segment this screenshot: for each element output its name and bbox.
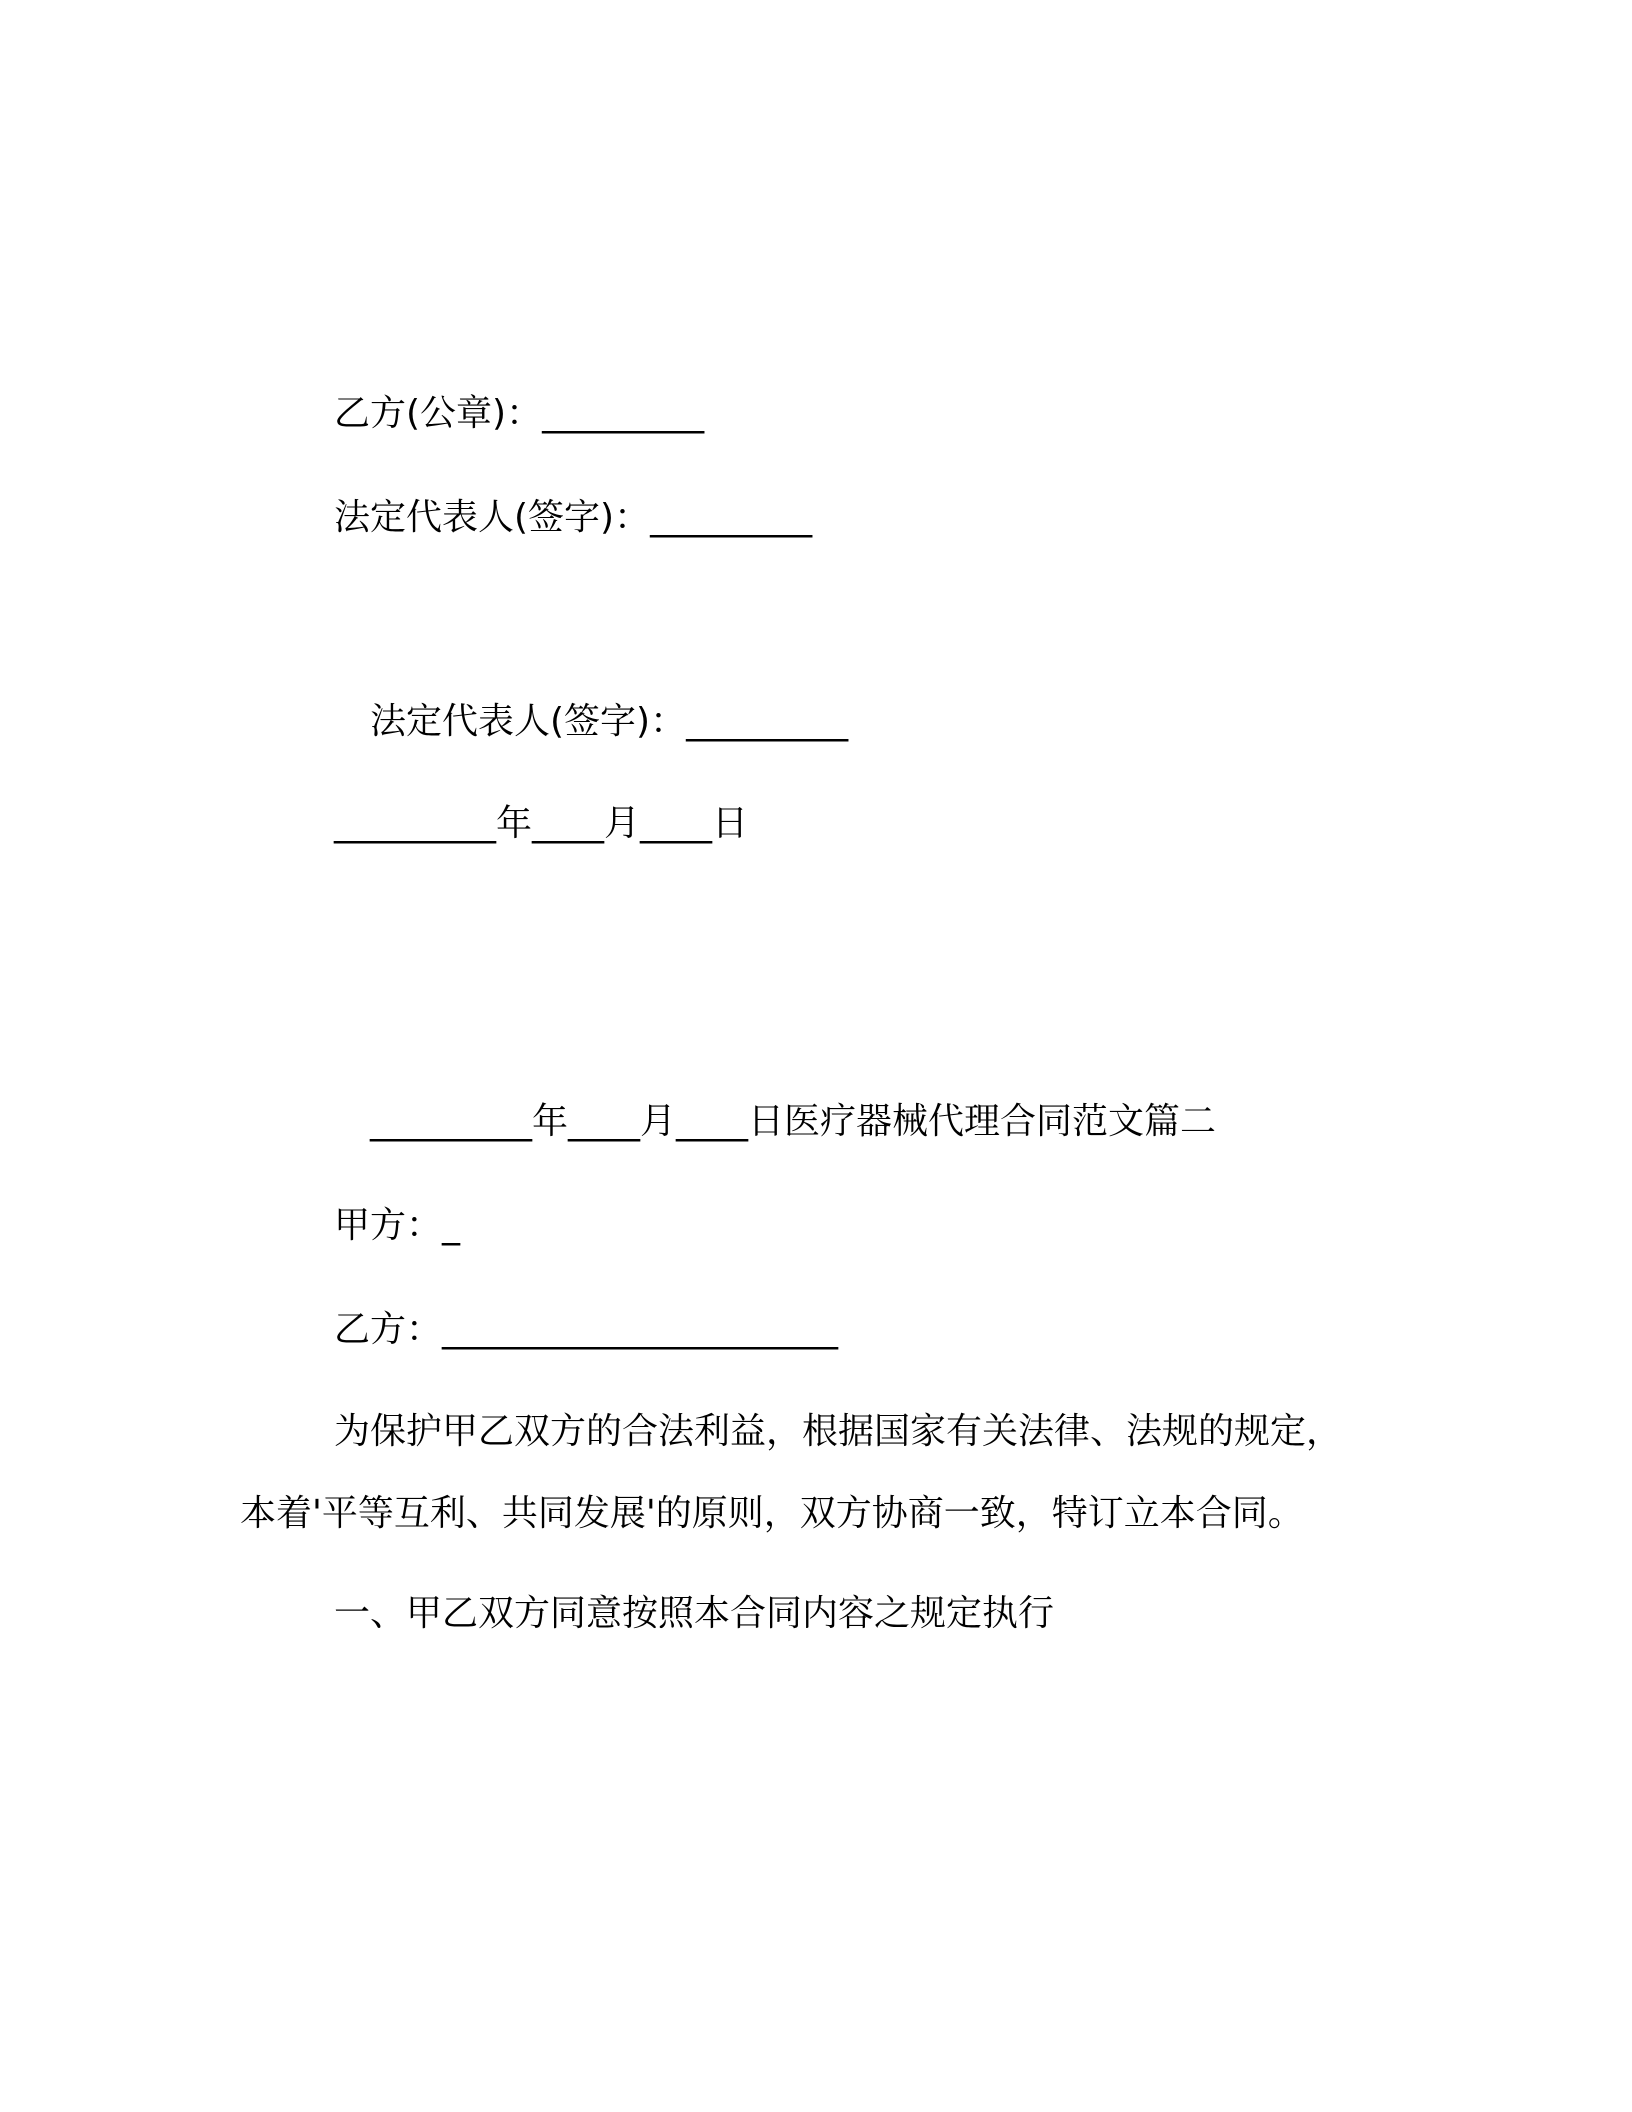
preamble-paragraph-line-1: 为保护甲乙双方的合法利益，根据国家有关法律、法规的规定， bbox=[334, 1411, 1343, 1452]
party-b-seal-line: 乙方(公章)：_________ bbox=[334, 393, 705, 434]
legal-representative-line-2: 法定代表人(签字)：_________ bbox=[370, 701, 849, 742]
party-b-line: 乙方：______________________ bbox=[334, 1309, 839, 1350]
date-line: _________年____月____日 bbox=[334, 803, 748, 844]
clause-one-heading: 一、甲乙双方同意按照本合同内容之规定执行 bbox=[334, 1593, 1055, 1634]
contract-title: _________年____月____日医疗器械代理合同范文篇二 bbox=[370, 1101, 1217, 1142]
party-a-line: 甲方：_ bbox=[334, 1205, 461, 1246]
preamble-paragraph-line-2: 本着'平等互利、共同发展'的原则，双方协商一致，特订立本合同。 bbox=[240, 1493, 1304, 1534]
legal-representative-line: 法定代表人(签字)：_________ bbox=[334, 497, 813, 538]
